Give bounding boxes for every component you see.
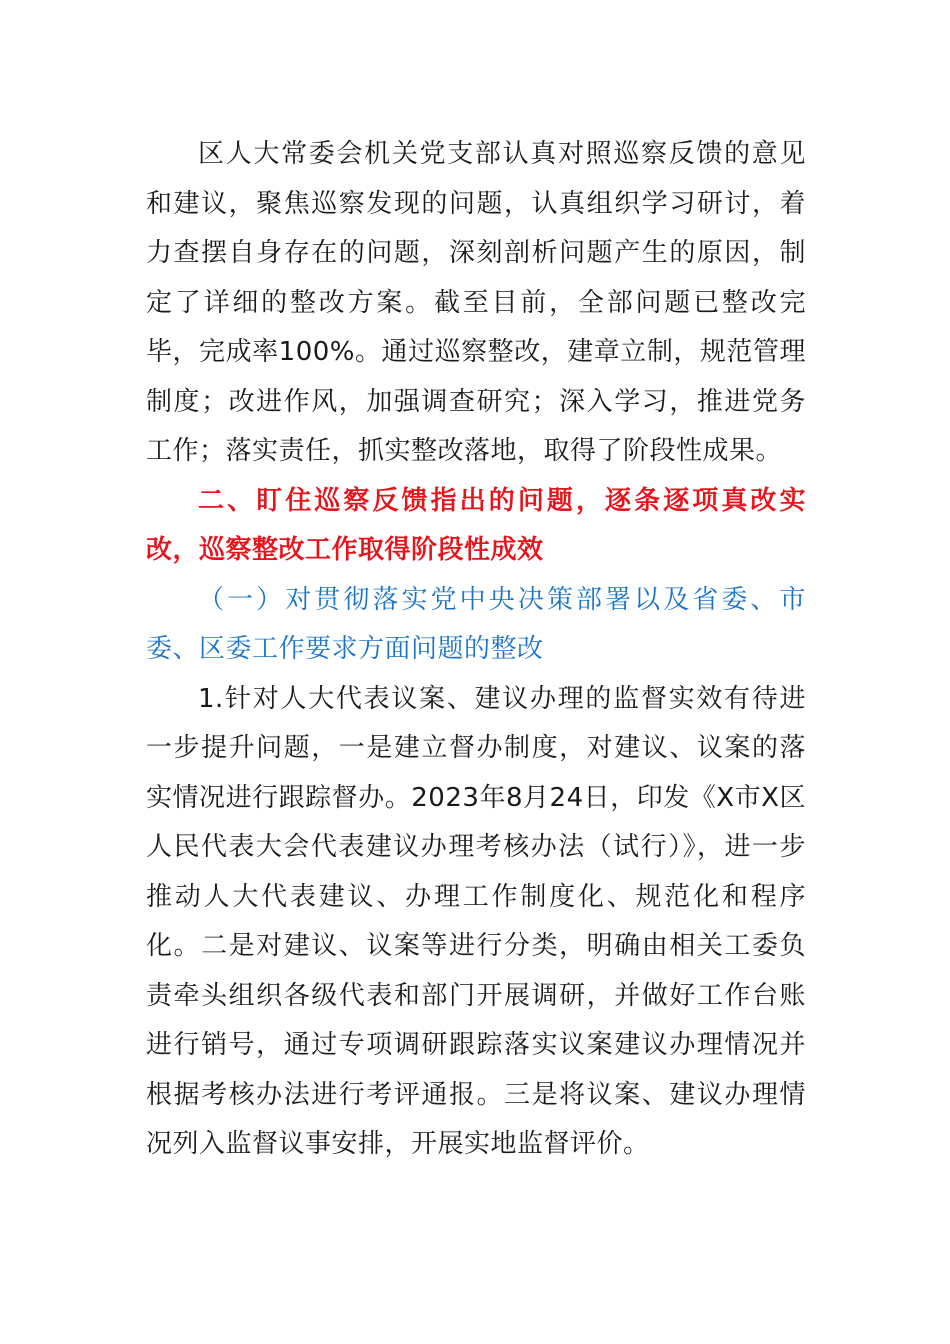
rectification-paragraph: 1.针对人大代表议案、建议办理的监督实效有待进一步提升问题，一是建立督办制度，对建议、议案的落实情况进行跟踪督办。2023年8月24日，印发《X市X区人民代表大会代表建议办理考核办法（试行）》，进一步推动人大代表建议、办理工作制度化、规范化和程序化。二是对建议、议案等进行分类，明确由相关工委负责牵头组织各级代表和部门开展调研，并做好工作台账进行销号，通过专项调研跟踪落实议案建议办理情况并根据考核办法进行考评通报。三是将议案、建议办理情况列入监督议事安排，开展实地监督评价。 <box>146 683 806 1159</box>
section-heading: 二、盯住巡察反馈指出的问题，逐条逐项真改实改，巡察整改工作取得阶段性成效 <box>146 485 806 565</box>
document-body <box>146 130 806 1170</box>
subsection-heading: （一）对贯彻落实党中央决策部署以及省委、市委、区委工作要求方面问题的整改 <box>146 584 806 664</box>
intro-paragraph: 区人大常委会机关党支部认真对照巡察反馈的意见和建议，聚焦巡察发现的问题，认真组织学习研讨，着力查摆自身存在的问题，深刻剖析问题产生的原因，制定了详细的整改方案。截至目前，全部问题已整改完毕，完成率100%。通过巡察整改，建章立制，规范管理制度；改进作风，加强调查研究；深入学习，推进党务工作；落实责任，抓实整改落地，取得了阶段性成果。 <box>146 139 806 466</box>
